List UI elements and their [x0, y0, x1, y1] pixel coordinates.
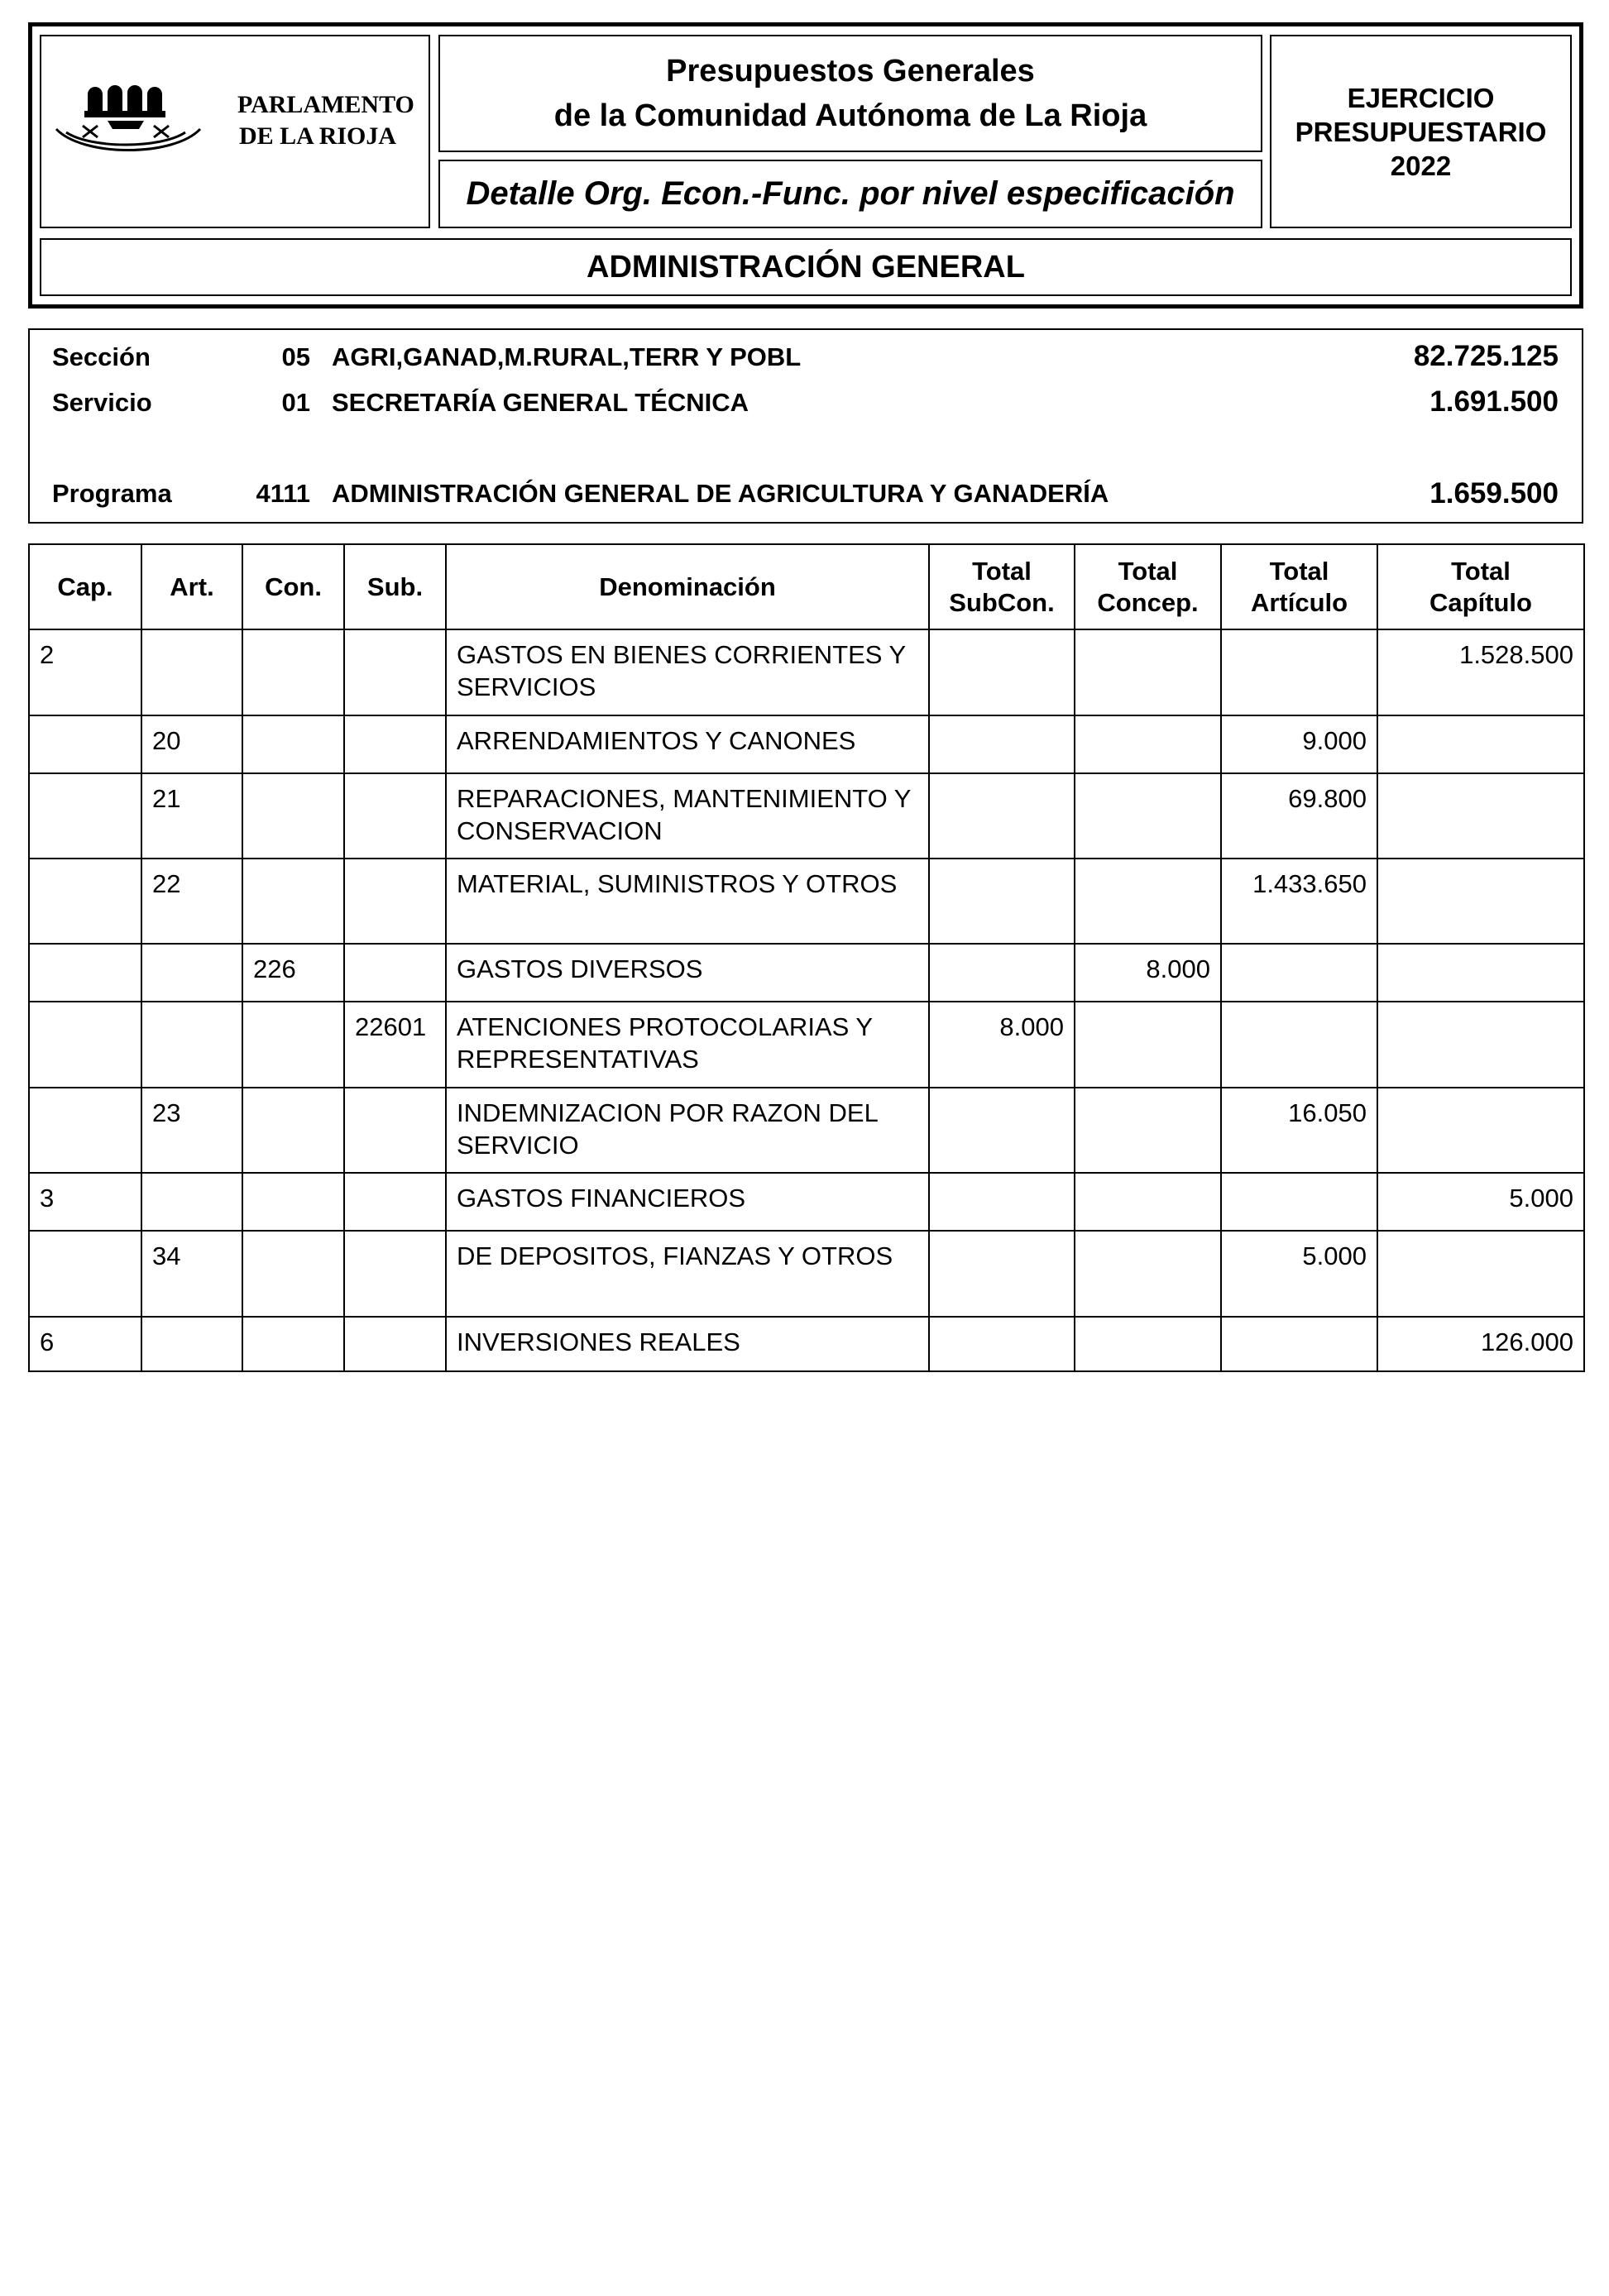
column-header-cap: Cap. — [29, 544, 141, 629]
report-title-line-2: de la Comunidad Autónoma de La Rioja — [553, 98, 1147, 133]
cell-total-capitulo — [1377, 859, 1584, 944]
budget-table — [28, 543, 1585, 1372]
fiscal-year-label-1: EJERCICIO — [1347, 82, 1495, 113]
cell-total-articulo: 1.433.650 — [1221, 859, 1377, 944]
column-header-text: Artículo — [1250, 587, 1348, 617]
cell-con — [242, 1173, 344, 1231]
admin-title: ADMINISTRACIÓN GENERAL — [587, 249, 1025, 285]
cell-denominacion: ARRENDAMIENTOS Y CANONES — [446, 715, 929, 773]
cell-total-articulo: 16.050 — [1221, 1088, 1377, 1173]
cell-denominacion: ATENCIONES PROTOCOLARIAS Y REPRESENTATIVAS — [446, 1002, 929, 1088]
cell-sub — [344, 1317, 446, 1371]
cell-sub — [344, 629, 446, 715]
table-row — [29, 859, 1584, 944]
cell-total-articulo: 69.800 — [1221, 773, 1377, 859]
cell-total-concep: 8.000 — [1075, 944, 1221, 1002]
cell-total-subcon — [929, 715, 1075, 773]
table-row — [29, 629, 1584, 715]
cell-total-subcon — [929, 1317, 1075, 1371]
cell-total-concep — [1075, 1088, 1221, 1173]
cell-total-articulo: 9.000 — [1221, 715, 1377, 773]
programa-code: 4111 — [256, 479, 310, 508]
org-name-line-1: PARLAMENTO — [237, 91, 414, 118]
cell-con: 226 — [242, 944, 344, 1002]
cell-denominacion: REPARACIONES, MANTENIMIENTO Y CONSERVACION — [446, 773, 929, 859]
cell-art — [141, 629, 242, 715]
cell-sub — [344, 1088, 446, 1173]
report-subtitle-box — [438, 160, 1262, 228]
cell-sub — [344, 715, 446, 773]
cell-total-concep — [1075, 1173, 1221, 1231]
cell-total-capitulo — [1377, 944, 1584, 1002]
cell-total-capitulo: 126.000 — [1377, 1317, 1584, 1371]
column-header-text: Capítulo — [1429, 587, 1532, 617]
seccion-label: Sección — [52, 342, 151, 371]
cell-art: 23 — [141, 1088, 242, 1173]
cell-total-subcon: 8.000 — [929, 1002, 1075, 1088]
cell-con — [242, 629, 344, 715]
report-title-box — [438, 35, 1262, 152]
cell-total-capitulo — [1377, 1231, 1584, 1317]
cell-art — [141, 1002, 242, 1088]
cell-con — [242, 773, 344, 859]
report-subtitle: Detalle Org. Econ.-Func. por nivel especificación — [466, 175, 1235, 212]
cell-total-subcon — [929, 773, 1075, 859]
cell-denominacion: GASTOS EN BIENES CORRIENTES Y SERVICIOS — [446, 629, 929, 715]
cell-art: 21 — [141, 773, 242, 859]
cell-total-capitulo — [1377, 773, 1584, 859]
cell-total-capitulo: 1.528.500 — [1377, 629, 1584, 715]
cell-con — [242, 859, 344, 944]
fiscal-year-box — [1270, 35, 1572, 228]
parliament-logo-box — [40, 35, 430, 228]
cell-total-subcon — [929, 1088, 1075, 1173]
table-row — [29, 773, 1584, 859]
cell-cap — [29, 773, 141, 859]
column-header-sub: Sub. — [344, 544, 446, 629]
cell-art: 34 — [141, 1231, 242, 1317]
cell-total-capitulo — [1377, 1088, 1584, 1173]
cell-cap — [29, 715, 141, 773]
cell-cap — [29, 1002, 141, 1088]
report-title-line-1: Presupuestos Generales — [666, 54, 1035, 88]
cell-total-subcon — [929, 944, 1075, 1002]
cell-denominacion: DE DEPOSITOS, FIANZAS Y OTROS — [446, 1231, 929, 1317]
table-row — [29, 1231, 1584, 1317]
org-name-line-2: DE LA RIOJA — [239, 122, 397, 150]
parliament-emblem-icon — [50, 78, 215, 169]
column-header-total-capitulo — [1377, 544, 1584, 629]
cell-art: 22 — [141, 859, 242, 944]
programa-label: Programa — [52, 479, 172, 508]
cell-denominacion: MATERIAL, SUMINISTROS Y OTROS — [446, 859, 929, 944]
cell-art — [141, 1173, 242, 1231]
column-header-text: Total — [1118, 556, 1178, 586]
table-row — [29, 1317, 1584, 1371]
cell-total-concep — [1075, 1231, 1221, 1317]
table-row — [29, 1173, 1584, 1231]
cell-total-articulo — [1221, 1173, 1377, 1231]
cell-con — [242, 1002, 344, 1088]
servicio-label: Servicio — [52, 388, 152, 417]
cell-total-subcon — [929, 629, 1075, 715]
cell-art — [141, 944, 242, 1002]
cell-total-articulo — [1221, 1317, 1377, 1371]
cell-total-articulo — [1221, 944, 1377, 1002]
cell-cap: 6 — [29, 1317, 141, 1371]
cell-art: 20 — [141, 715, 242, 773]
cell-total-concep — [1075, 629, 1221, 715]
cell-cap — [29, 1088, 141, 1173]
cell-con — [242, 1231, 344, 1317]
seccion-code: 05 — [281, 342, 310, 371]
column-header-con: Con. — [242, 544, 344, 629]
cell-total-concep — [1075, 1002, 1221, 1088]
cell-art — [141, 1317, 242, 1371]
cell-con — [242, 1317, 344, 1371]
cell-total-concep — [1075, 715, 1221, 773]
column-header-total-subcon — [929, 544, 1075, 629]
cell-total-concep — [1075, 859, 1221, 944]
column-header-text: Total — [972, 556, 1032, 586]
servicio-desc: SECRETARÍA GENERAL TÉCNICA — [332, 388, 749, 417]
cell-total-articulo — [1221, 1002, 1377, 1088]
column-header-text: SubCon. — [949, 587, 1055, 617]
cell-total-subcon — [929, 859, 1075, 944]
table-row — [29, 1002, 1584, 1088]
cell-total-subcon — [929, 1231, 1075, 1317]
cell-sub — [344, 773, 446, 859]
table-header-row — [29, 544, 1584, 629]
cell-total-capitulo — [1377, 715, 1584, 773]
cell-denominacion: INDEMNIZACION POR RAZON DEL SERVICIO — [446, 1088, 929, 1173]
cell-con — [242, 715, 344, 773]
cell-denominacion: INVERSIONES REALES — [446, 1317, 929, 1371]
cell-denominacion: GASTOS DIVERSOS — [446, 944, 929, 1002]
cell-sub: 22601 — [344, 1002, 446, 1088]
cell-total-articulo: 5.000 — [1221, 1231, 1377, 1317]
column-header-text: Concep. — [1097, 587, 1199, 617]
cell-cap: 3 — [29, 1173, 141, 1231]
programa-desc: ADMINISTRACIÓN GENERAL DE AGRICULTURA Y GANADERÍA — [332, 479, 1109, 508]
servicio-code: 01 — [281, 388, 310, 417]
table-row — [29, 715, 1584, 773]
cell-total-capitulo: 5.000 — [1377, 1173, 1584, 1231]
cell-total-concep — [1075, 773, 1221, 859]
seccion-amount: 82.725.125 — [1413, 340, 1559, 372]
cell-total-subcon — [929, 1173, 1075, 1231]
cell-total-concep — [1075, 1317, 1221, 1371]
servicio-amount: 1.691.500 — [1429, 385, 1559, 418]
cell-sub — [344, 859, 446, 944]
cell-con — [242, 1088, 344, 1173]
cell-sub — [344, 944, 446, 1002]
cell-sub — [344, 1231, 446, 1317]
cell-cap — [29, 1231, 141, 1317]
seccion-desc: AGRI,GANAD,M.RURAL,TERR Y POBL — [332, 342, 802, 371]
cell-denominacion: GASTOS FINANCIEROS — [446, 1173, 929, 1231]
fiscal-year: 2022 — [1390, 150, 1452, 181]
column-header-total-concep — [1075, 544, 1221, 629]
cell-cap: 2 — [29, 629, 141, 715]
column-header-total-articulo — [1221, 544, 1377, 629]
fiscal-year-label-2: PRESUPUESTARIO — [1295, 116, 1547, 147]
table-row — [29, 1088, 1584, 1173]
cell-cap — [29, 859, 141, 944]
column-header-text: Total — [1269, 556, 1329, 586]
cell-total-capitulo — [1377, 1002, 1584, 1088]
cell-cap — [29, 944, 141, 1002]
column-header-art: Art. — [141, 544, 242, 629]
programa-amount: 1.659.500 — [1429, 477, 1559, 509]
column-header-text: Total — [1451, 556, 1511, 586]
cell-sub — [344, 1173, 446, 1231]
column-header-denominacion: Denominación — [446, 544, 929, 629]
table-row — [29, 944, 1584, 1002]
admin-banner — [40, 238, 1572, 296]
cell-total-articulo — [1221, 629, 1377, 715]
